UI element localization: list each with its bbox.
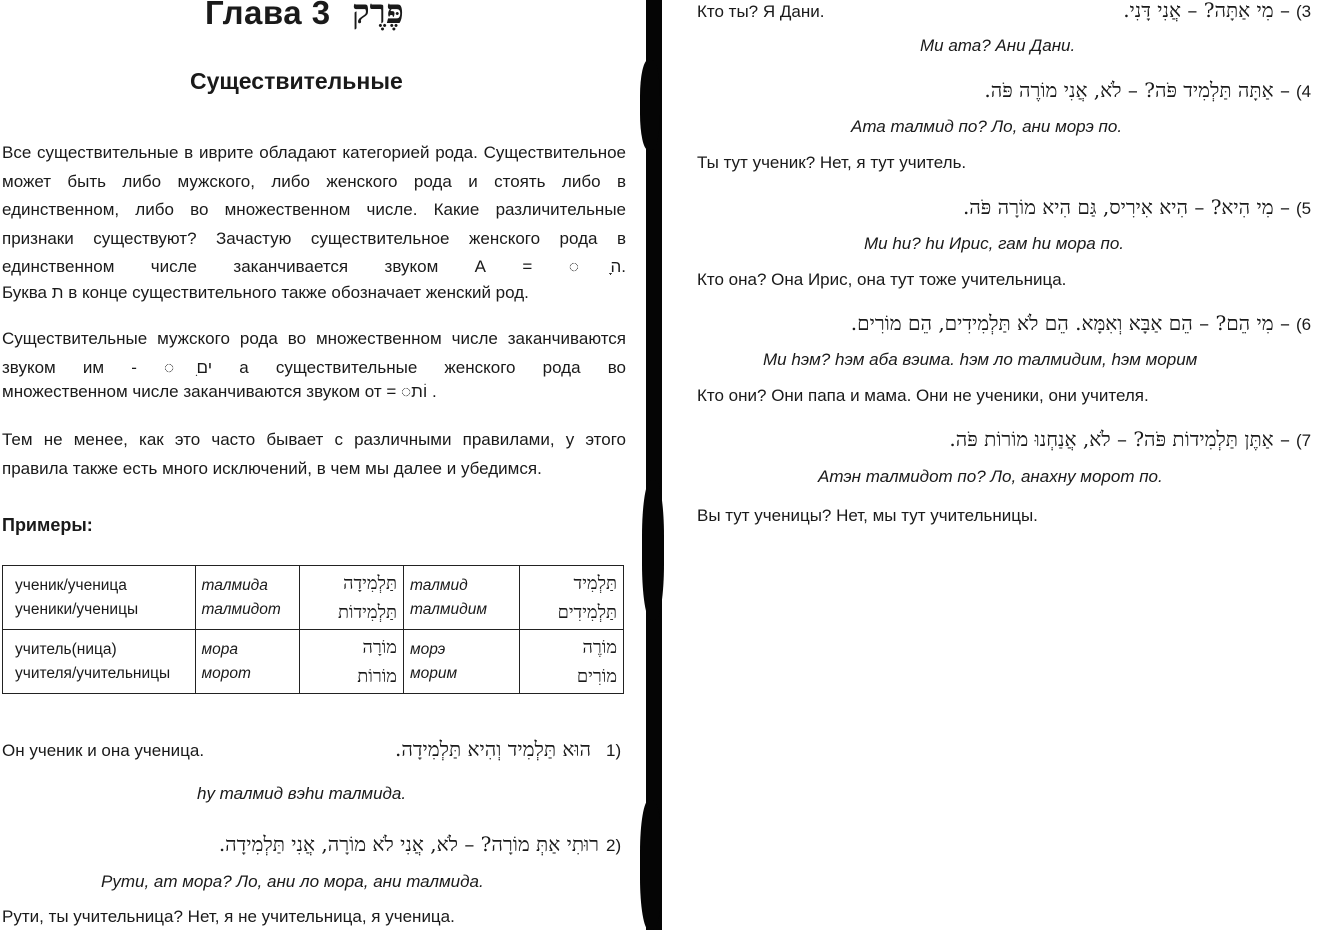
cell-line: талмид <box>409 576 468 594</box>
example-1-russian: Он ученик и она ученица. <box>2 741 205 760</box>
table-cell-fem-translit <box>195 630 300 694</box>
example-4-number: (4 <box>1296 82 1312 101</box>
cell-line: תַּלְמִידָה <box>343 572 397 594</box>
example-5-russian: Кто она? Она Ирис, она тут тоже учительница. <box>697 270 1067 289</box>
cell-line: учитель(ница) <box>15 640 117 658</box>
cell-line: מוֹרֶה <box>582 636 617 658</box>
cell-line: морим <box>409 664 458 682</box>
spine-shadow <box>642 480 664 620</box>
cell-line: морот <box>201 664 251 682</box>
example-5-translit: Ми hu? hu Ирис, гам hu мора по. <box>864 234 1125 253</box>
table-cell-fem-translit <box>195 566 300 630</box>
example-4-russian: Ты тут ученик? Нет, я тут учитель. <box>697 153 967 172</box>
examples-title: Примеры: <box>2 515 93 535</box>
cell-line: учителя/учительницы <box>15 664 171 682</box>
example-1-hebrew: הוּא תַּלְמִיד וְהִיא תַּלְמִידָה. <box>395 737 591 761</box>
example-5-hebrew: – מִי הִיא? – הִיא אִירִיס, גַּם הִיא מוֹרָה פֹּה. <box>962 195 1290 219</box>
example-6-translit: Ми hэм? hэм аба вэима. hэм ло талмидим, hэм морим <box>763 350 1198 369</box>
example-4-translit: Ата талмид по? Ло, ани морэ по. <box>851 117 1123 136</box>
cell-line: ученик/ученица <box>15 576 127 594</box>
cell-line: талмидот <box>201 600 281 618</box>
paragraph-plural-tail: множественном числе заканчиваются звуком от = ◌וֹת . <box>2 382 437 401</box>
table-cell-russian <box>3 630 196 694</box>
spine-shadow <box>640 60 660 150</box>
cell-line: תַּלְמִידוֹת <box>337 601 397 623</box>
vocabulary-table <box>2 565 624 694</box>
table-cell-masc-translit <box>403 630 519 694</box>
table-cell-russian <box>3 566 196 630</box>
example-2-translit: Рути, ат мора? Ло, ани ло мора, ани талмида. <box>101 872 484 891</box>
example-6-russian: Кто они? Они папа и мама. Они не ученики, они учителя. <box>697 386 1149 405</box>
table-cell-masc-translit <box>403 566 519 630</box>
example-2-russian: Рути, ты учительница? Нет, я не учительница, я ученица. <box>2 907 455 926</box>
section-title: Существительные <box>190 68 403 94</box>
example-3-number: (3 <box>1296 2 1312 21</box>
example-7-russian: Вы тут ученицы? Нет, мы тут учительницы. <box>697 506 1038 525</box>
example-3-hebrew: – מִי אַתָּה? – אֲנִי דָּנִי. <box>1123 0 1290 22</box>
example-6-number: (6 <box>1296 315 1312 334</box>
example-7-translit: Атэн талмидот по? Ло, анахну морот по. <box>818 467 1163 486</box>
example-3-translit: Ми ата? Ани Дани. <box>920 36 1076 55</box>
cell-line: תַּלְמִיד <box>573 572 617 594</box>
example-2-hebrew: רוּתִי אַתְּ מוֹרָה? – לֹא, אֲנִי לֹא מוֹרָה, אֲנִי תַּלְמִידָה. <box>218 832 599 856</box>
table-row <box>3 630 624 694</box>
example-2-number: 2) <box>606 836 622 855</box>
cell-line: מוֹרוֹת <box>357 665 397 687</box>
example-7-number: (7 <box>1296 431 1312 450</box>
cell-line: מוֹרָה <box>362 636 397 658</box>
paragraph-gender-tail: Буква ת в конце существительного также обозначает женский род. <box>2 283 529 302</box>
cell-line: ученики/ученицы <box>15 600 139 618</box>
cell-line: талмида <box>201 576 268 594</box>
cell-line: מוֹרִים <box>576 665 617 687</box>
chapter-title: Глава 3 <box>205 0 331 31</box>
spine-shadow <box>640 800 662 930</box>
example-4-hebrew: – אַתָּה תַּלְמִיד פֹּה? – לֹא, אֲנִי מוֹרֶה פֹּה. <box>984 78 1290 102</box>
cell-line: мора <box>201 640 239 658</box>
cell-line: תַּלְמִידִים <box>557 601 617 623</box>
paragraph-exceptions: Тем не менее, как это часто бывает с различными правилами, у этого правила также есть много исключений, в чем мы далее и убедимся. <box>2 430 626 478</box>
cell-line: талмидим <box>409 600 487 618</box>
example-1-translit: hу талмид вэhи талмида. <box>197 784 407 803</box>
table-row <box>3 566 624 630</box>
cell-line: морэ <box>409 640 446 658</box>
example-6-hebrew: – מִי הֵם? – הֵם אַבָּא וְאִמָּא. הֵם לֹא תַּלְמִידִים, הֵם מוֹרִים. <box>850 311 1290 335</box>
example-5-number: (5 <box>1296 199 1312 218</box>
chapter-title-hebrew: פֶּרֶק <box>352 0 404 31</box>
paragraph-gender: Все существительные в иврите обладают категорией рода. Существительное может быть либо мужского, либо женского рода и стоять либо в единственном, либо во множественном числе. Какие различительные признаки существуют? Зачастую существительное женского рода в единственном числе заканчивается звуком А = ◌ָה. <box>2 143 626 276</box>
table-cell-fem-hebrew <box>300 630 404 694</box>
table-cell-masc-hebrew <box>520 630 624 694</box>
paragraph-plural: Существительные мужского рода во множественном числе заканчиваются звуком им - ◌ִים а существительные женского рода во <box>2 329 626 377</box>
example-1-number: 1) <box>606 741 622 760</box>
example-7-hebrew: – אַתֶּן תַּלְמִידוֹת פֹּה? – לֹא, אֲנַחְנוּ מוֹרוֹת פֹּה. <box>949 427 1290 451</box>
table-cell-fem-hebrew <box>300 566 404 630</box>
example-3-russian: Кто ты? Я Дани. <box>697 2 825 21</box>
table-cell-masc-hebrew <box>520 566 624 630</box>
